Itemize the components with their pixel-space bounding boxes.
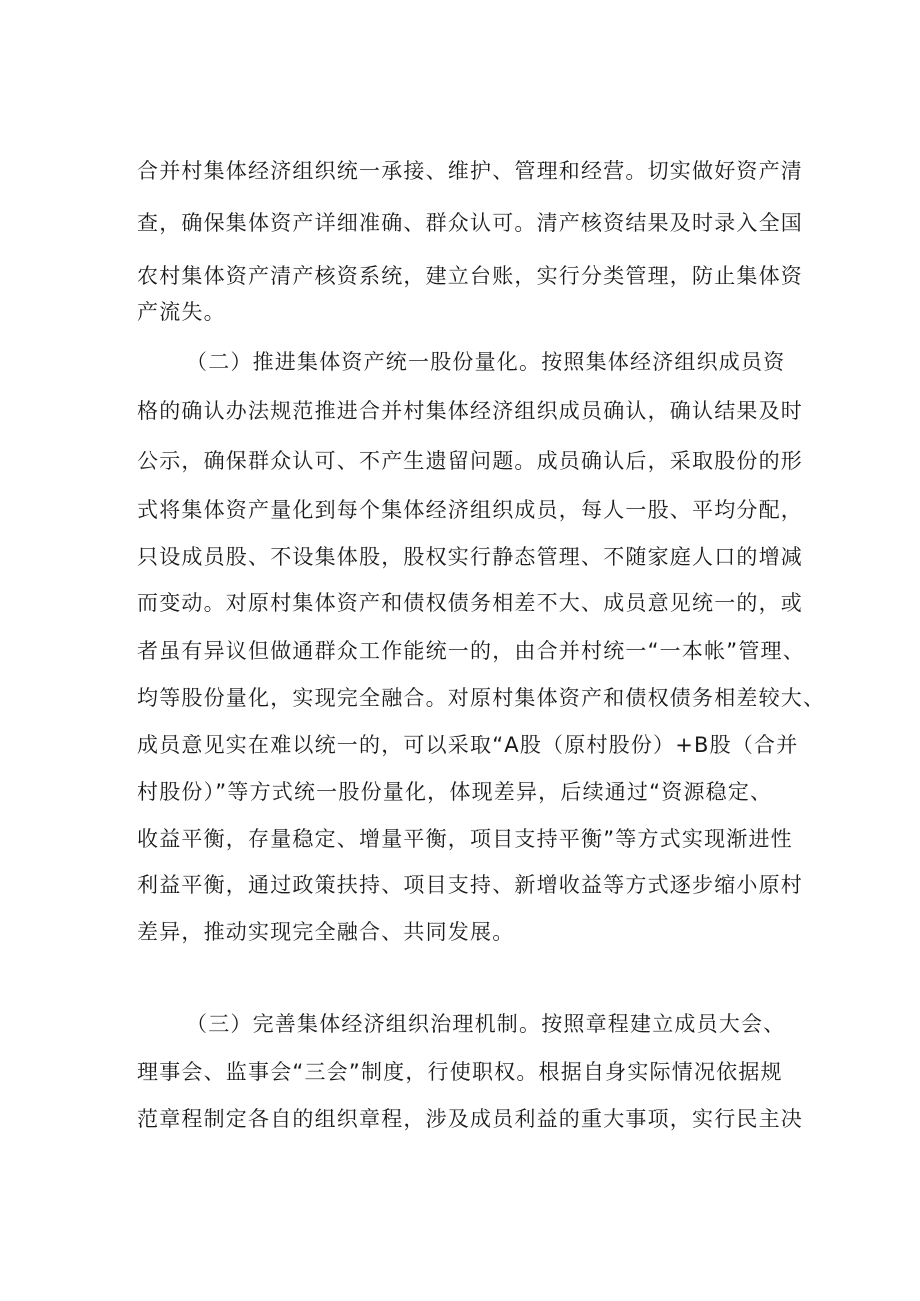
text-line: 公示，确保群众认可、不产生遗留问题。成员确认后，采取股份的形 [137, 449, 803, 473]
text-line: 均等股份量化，实现完全融合。对原村集体资产和债权债务相差较大、 [137, 686, 826, 710]
text-line: 理事会、监事会“三会”制度，行使职权。根据自身实际情况依据规 [137, 1060, 783, 1084]
text-line: 差异，推动实现完全融合、共同发展。 [137, 920, 515, 944]
text-line: 产流失。 [137, 300, 226, 324]
text-line: 合并村集体经济组织统一承接、维护、管理和经营。切实做好资产清 [137, 159, 803, 183]
text-line: 收益平衡，存量稳定、增量平衡，项目支持平衡”等方式实现渐进性 [137, 827, 793, 851]
text-line: （二）推进集体资产统一股份量化。按照集体经济组织成员资 [186, 350, 786, 374]
text-line: 者虽有异议但做通群众工作能统一的，由合并村统一“一本帐”管理、 [137, 639, 805, 663]
text-line: 只设成员股、不设集体股，股权实行静态管理、不随家庭人口的增减 [137, 545, 803, 569]
text-line: 查，确保集体资产详细准确、群众认可。清产核资结果及时录入全国 [137, 211, 803, 235]
text-line: 而变动。对原村集体资产和债权债务相差不大、成员意见统一的，或 [137, 591, 803, 615]
text-line: 村股份）”等方式统一股份量化，体现差异，后续通过“资源稳定、 [137, 780, 773, 804]
text-line: 农村集体资产清产核资系统，建立台账，实行分类管理，防止集体资 [137, 264, 803, 288]
text-line: 成员意见实在难以统一的，可以采取“A股（原村股份）+B股（合并 [137, 733, 799, 757]
text-line: （三）完善集体经济组织治理机制。按照章程建立成员大会、 [186, 1012, 786, 1036]
text-line: 格的确认办法规范推进合并村集体经济组织成员确认，确认结果及时 [137, 399, 803, 423]
text-line: 利益平衡，通过政策扶持、项目支持、新增收益等方式逐步缩小原村 [137, 873, 803, 897]
text-line: 范章程制定各自的组织章程，涉及成员利益的重大事项，实行民主决 [137, 1107, 803, 1131]
text-line: 式将集体资产量化到每个集体经济组织成员，每人一股、平均分配， [137, 498, 803, 522]
